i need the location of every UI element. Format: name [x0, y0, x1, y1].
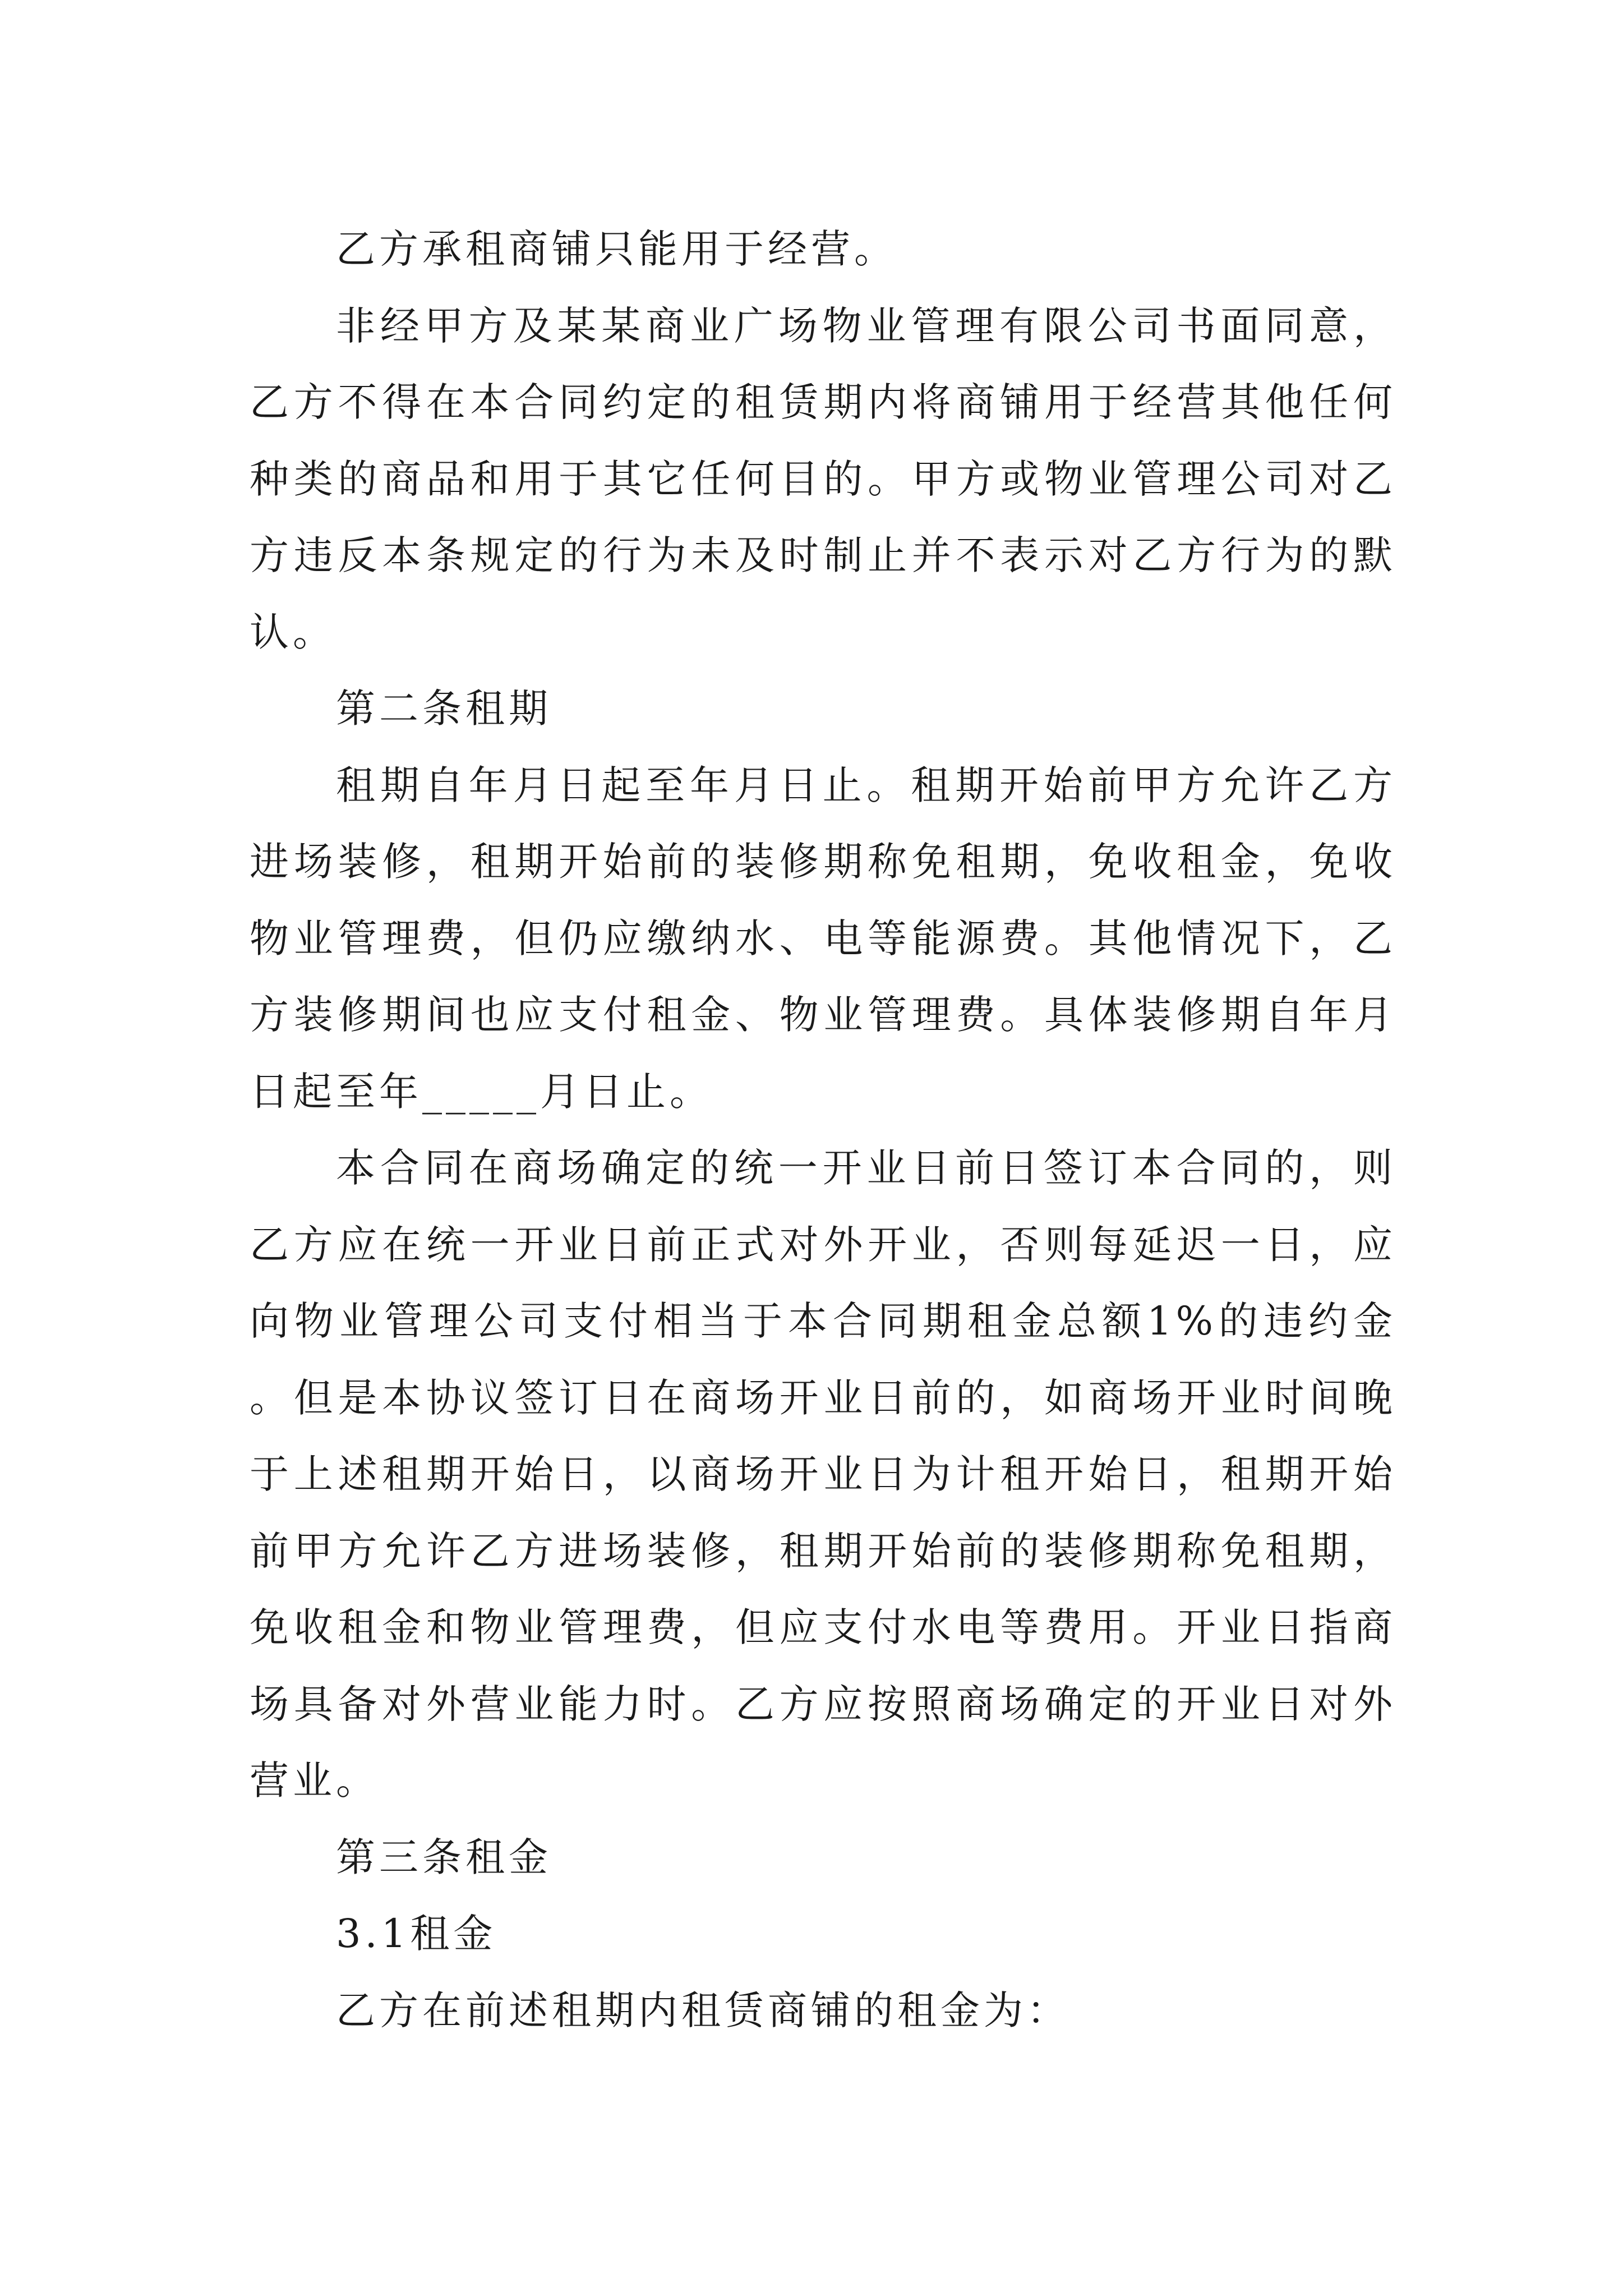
heading-article-2: 第二条租期: [336, 685, 552, 731]
paragraph-consent-clause: 非经甲方及某某商业广场物业管理有限公司书面同意，乙方不得在本合同约定的租赁期内将商铺用于经营其他任何种类的商品和用于其它任何目的。甲方或物业管理公司对乙方违反本条规定的行为未及时制止并不表示对乙方行为的默认。: [250, 302, 1396, 655]
paragraph-lease-term: 租期自年月日起至年月日止。租期开始前甲方允许乙方进场装修，租期开始前的装修期称免租期，免收租金，免收物业管理费，但仍应缴纳水、电等能源费。其他情况下，乙方装修期间也应支付租金、物业管理费。具体装修期自年月日起至年_____月日止。: [250, 762, 1396, 1115]
heading-article-3: 第三条租金: [336, 1834, 552, 1880]
paragraph-rent-amount: 乙方在前述租期内租赁商铺的租金为：: [336, 1987, 1070, 2033]
document-body: [250, 211, 1396, 2049]
heading-section-3-1: 3.1租金: [336, 1911, 497, 1957]
paragraph-opening-date: 本合同在商场确定的统一开业日前日签订本合同的，则乙方应在统一开业日前正式对外开业，否则每延迟一日，应向物业管理公司支付相当于本合同期租金总额1%的违约金。但是本协议签订日在商场开业日前的，如商场开业时间晚于上述租期开始日，以商场开业日为计租开始日，租期开始前甲方允许乙方进场装修，租期开始前的装修期称免租期，免收租金和物业管理费，但应支付水电等费用。开业日指商场具备对外营业能力时。乙方应按照商场确定的开业日对外营业。: [250, 1145, 1396, 1803]
paragraph-usage-restriction: 乙方承租商铺只能用于经营。: [336, 226, 897, 272]
